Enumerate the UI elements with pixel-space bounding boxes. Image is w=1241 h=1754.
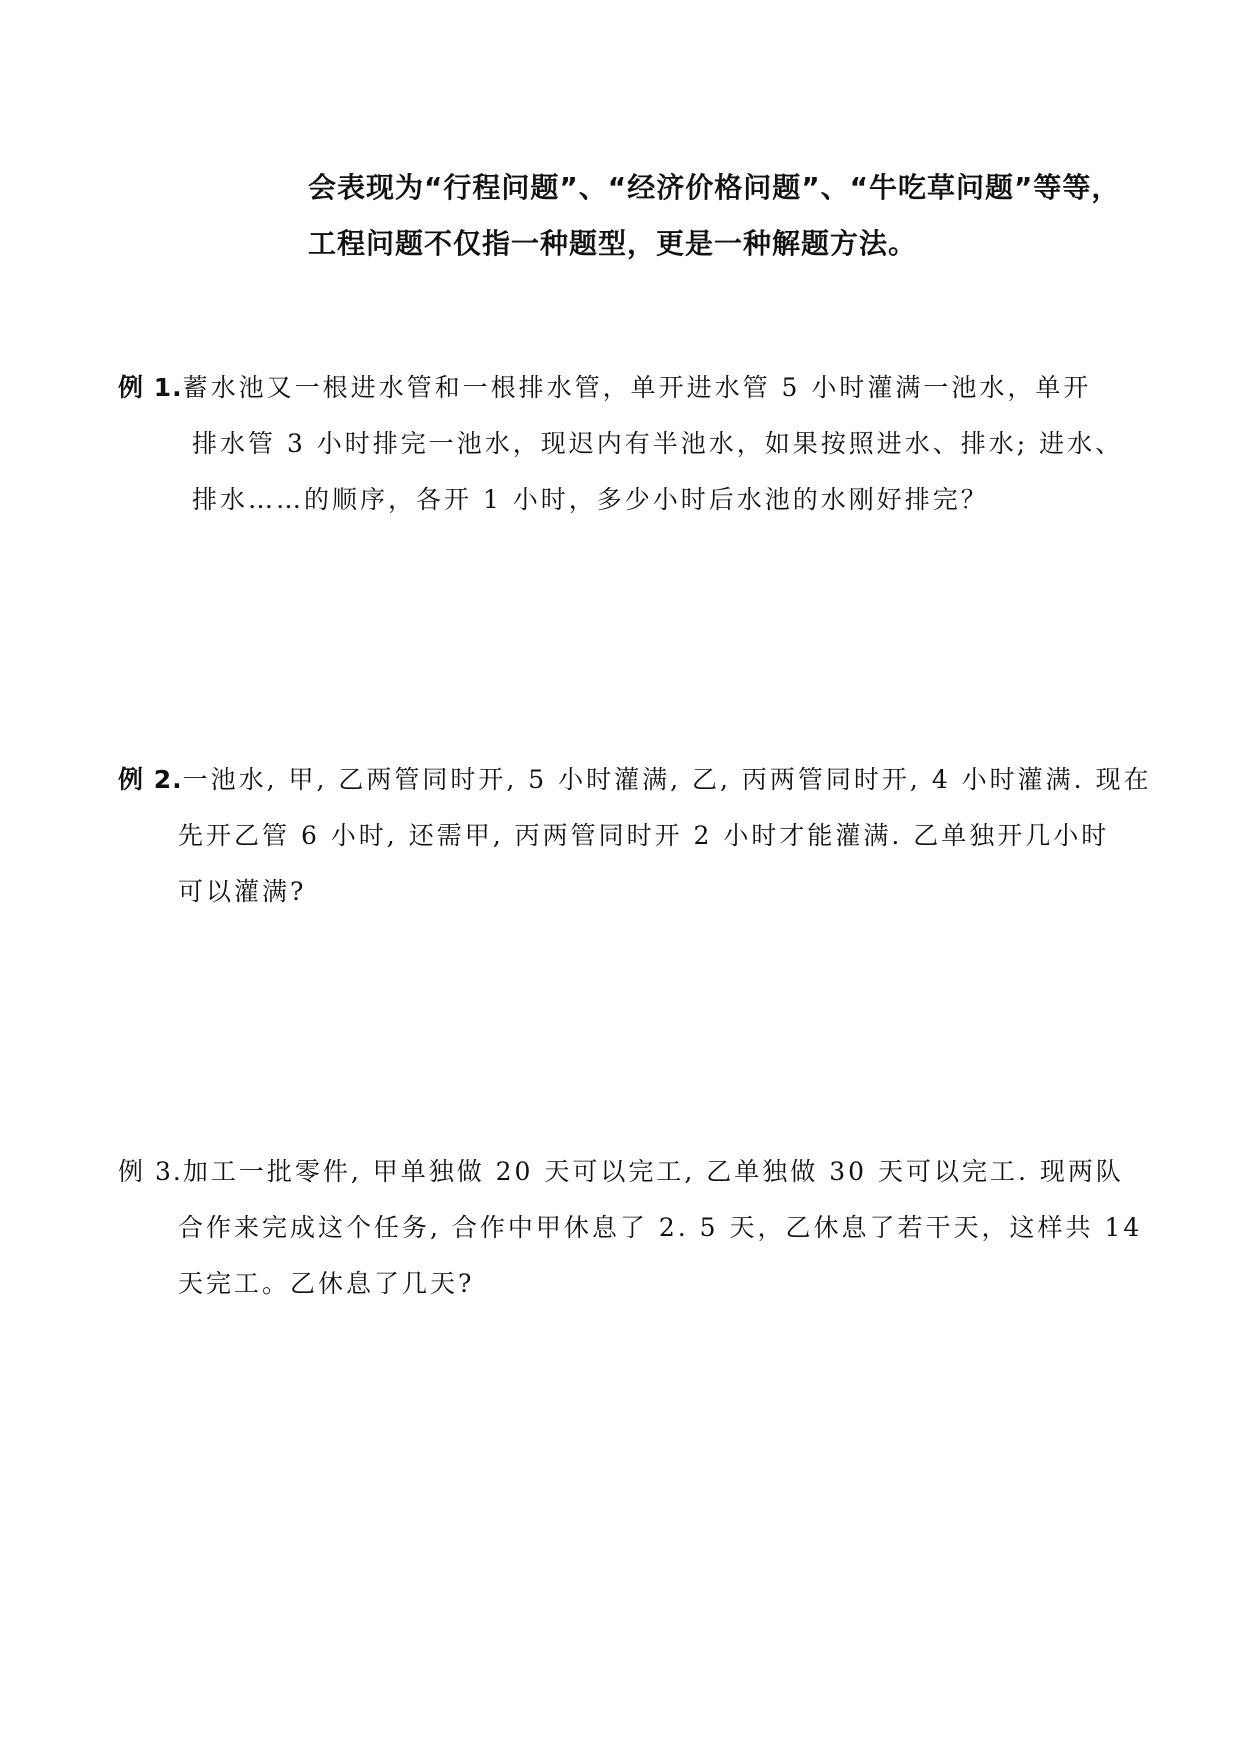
example-1-text: 蓄水池又一根进水管和一根排水管，单开进水管 5 小时灌满一池水，单开 <box>182 373 1092 402</box>
example-1-line-3: 排水……的顺序，各开 1 小时，多少小时后水池的水刚好排完？ <box>192 485 989 514</box>
intro-line: 工程问题不仅指一种题型，更是一种解题方法。 <box>308 227 918 260</box>
example-1 <box>118 360 1128 528</box>
example-2-line-1 <box>118 752 1152 808</box>
example-2-label: 例 2. <box>118 765 183 794</box>
example-3 <box>118 1144 1143 1312</box>
example-1-line-1 <box>118 360 1128 416</box>
example-2 <box>118 752 1152 920</box>
example-3-label: 例 3. <box>118 1157 183 1186</box>
example-3-line-3: 天完工。乙休息了几天? <box>178 1269 475 1298</box>
example-2-line-2: 先开乙管 6 小时, 还需甲, 丙两管同时开 2 小时才能灌满. 乙单独开几小时 <box>178 821 1110 850</box>
intro-paragraph <box>308 160 1168 272</box>
example-3-text: 加工一批零件, 甲单独做 20 天可以完工, 乙单独做 30 天可以完工. 现两队 <box>182 1157 1124 1186</box>
intro-line: 会表现为“行程问题”、“经济价格问题”、“牛吃草问题”等等， <box>308 171 1121 204</box>
example-3-line-1 <box>118 1144 1128 1200</box>
example-1-label: 例 1. <box>118 373 183 402</box>
example-3-line-2: 合作来完成这个任务, 合作中甲休息了 2. 5 天，乙休息了若干天，这样共 14 <box>178 1213 1143 1242</box>
example-2-text: 一池水, 甲, 乙两管同时开, 5 小时灌满, 乙, 丙两管同时开, 4 小时灌满. 现在 <box>182 765 1152 794</box>
example-2-line-3: 可以灌满? <box>178 877 307 906</box>
example-1-line-2: 排水管 3 小时排完一池水，现迟内有半池水，如果按照进水、排水; 进水、 <box>192 429 1124 458</box>
